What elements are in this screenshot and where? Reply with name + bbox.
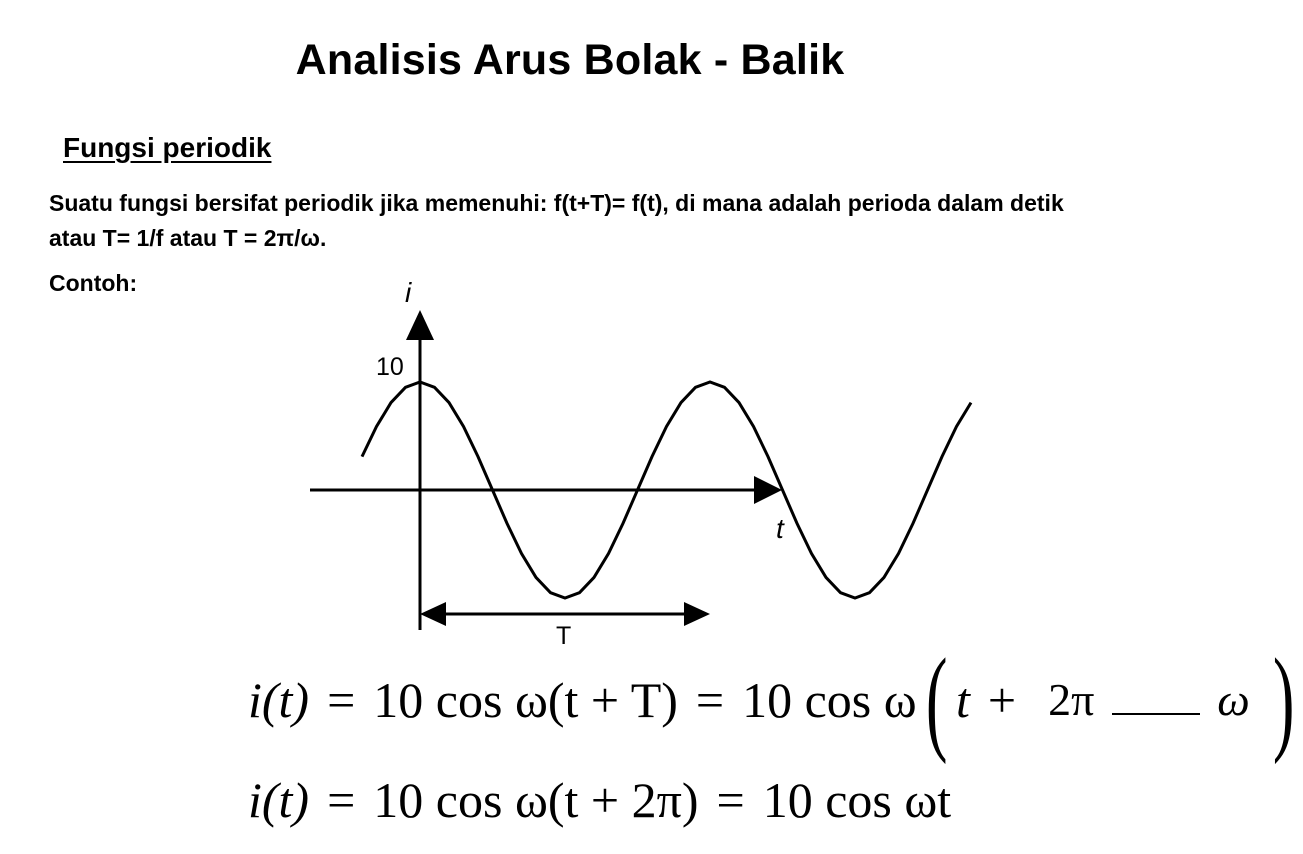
definition-paragraph: Suatu fungsi bersifat periodik jika memenuhi: f(t+T)= f(t), di mana adalah perioda dalam detik atau T= 1/f atau T = 2π/ω. [49, 190, 1064, 251]
x-axis-label: t [776, 513, 784, 544]
period-arrow-left-head [420, 602, 446, 626]
period-label: T [556, 622, 572, 650]
amplitude-label: 10 [376, 353, 404, 381]
eq2-equals-1: = [327, 772, 356, 828]
eq1-part2-prefix: 10 cos ω [742, 672, 917, 728]
eq1-frac-bar [1112, 713, 1200, 715]
equation-1 [248, 634, 1303, 765]
eq1-equals-2: = [695, 672, 725, 728]
eq1-term-t: t [955, 672, 970, 728]
eq2-part1: 10 cos ω(t + 2π) [373, 772, 699, 828]
eq2-part2: 10 cos ωt [762, 772, 952, 828]
equation-2 [248, 770, 951, 830]
eq1-equals-1: = [327, 672, 356, 728]
eq1-plus: + [987, 672, 1017, 728]
eq1-frac-numerator: 2π [1048, 674, 1095, 725]
eq1-lhs: i(t) [248, 672, 310, 728]
eq1-left-paren: ( [925, 634, 948, 765]
example-label: Contoh: [49, 270, 138, 296]
eq1-frac-denominator: ω [1217, 674, 1250, 725]
page-title: Analisis Arus Bolak - Balik [295, 36, 845, 84]
section-heading: Fungsi periodik [63, 132, 272, 163]
period-arrow-right-head [684, 602, 710, 626]
eq2-lhs: i(t) [248, 772, 310, 828]
eq1-fraction [1042, 675, 1256, 725]
y-axis-label: i [405, 277, 412, 308]
y-axis-arrowhead [406, 310, 434, 340]
eq1-part1: 10 cos ω(t + T) [373, 672, 678, 728]
eq2-equals-2: = [716, 772, 745, 828]
eq1-right-paren: ) [1272, 634, 1295, 765]
